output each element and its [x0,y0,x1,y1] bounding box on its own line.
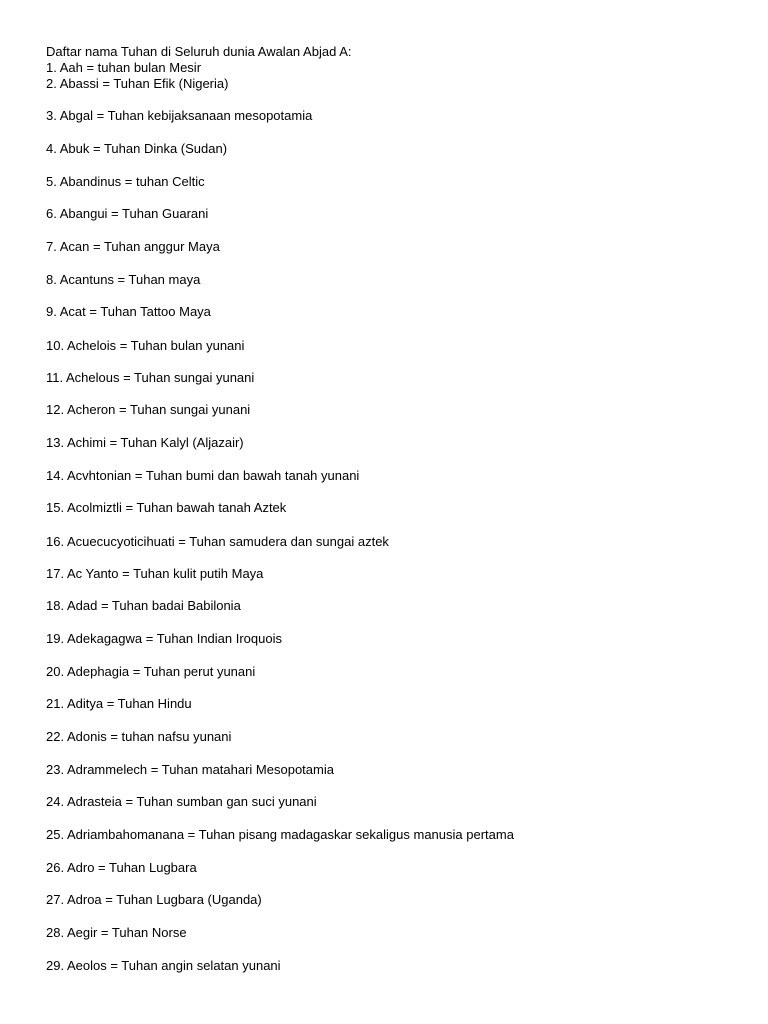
list-item: 8. Acantuns = Tuhan maya [46,272,201,287]
list-item: 24. Adrasteia = Tuhan sumban gan suci yunani [46,794,317,809]
list-item: 2. Abassi = Tuhan Efik (Nigeria) [46,76,229,91]
list-item: 12. Acheron = Tuhan sungai yunani [46,402,251,417]
list-item: 28. Aegir = Tuhan Norse [46,925,187,940]
list-item: 9. Acat = Tuhan Tattoo Maya [46,304,211,319]
list-item: 23. Adrammelech = Tuhan matahari Mesopotamia [46,762,334,777]
list-item: 13. Achimi = Tuhan Kalyl (Aljazair) [46,435,244,450]
list-item: 3. Abgal = Tuhan kebijaksanaan mesopotamia [46,108,313,123]
list-item: 15. Acolmiztli = Tuhan bawah tanah Aztek [46,500,287,515]
document-heading: Daftar nama Tuhan di Seluruh dunia Awalan Abjad A: [46,44,352,59]
list-item: 17. Ac Yanto = Tuhan kulit putih Maya [46,566,264,581]
list-item: 11. Achelous = Tuhan sungai yunani [46,370,255,385]
list-item: 1. Aah = tuhan bulan Mesir [46,60,202,75]
list-item: 6. Abangui = Tuhan Guarani [46,206,209,221]
list-item: 10. Achelois = Tuhan bulan yunani [46,338,245,353]
list-item: 25. Adriambahomanana = Tuhan pisang madagaskar sekaligus manusia pertama [46,827,514,842]
list-item: 27. Adroa = Tuhan Lugbara (Uganda) [46,892,262,907]
list-item: 21. Aditya = Tuhan Hindu [46,696,192,711]
list-item: 7. Acan = Tuhan anggur Maya [46,239,220,254]
list-item: 18. Adad = Tuhan badai Babilonia [46,598,241,613]
list-item: 4. Abuk = Tuhan Dinka (Sudan) [46,141,228,156]
list-item: 29. Aeolos = Tuhan angin selatan yunani [46,958,281,973]
list-item: 20. Adephagia = Tuhan perut yunani [46,664,256,679]
list-item: 26. Adro = Tuhan Lugbara [46,860,197,875]
list-item: 22. Adonis = tuhan nafsu yunani [46,729,232,744]
list-item: 16. Acuecucyoticihuati = Tuhan samudera dan sungai aztek [46,534,389,549]
list-item: 5. Abandinus = tuhan Celtic [46,174,205,189]
list-item: 19. Adekagagwa = Tuhan Indian Iroquois [46,631,282,646]
list-item: 14. Acvhtonian = Tuhan bumi dan bawah tanah yunani [46,468,360,483]
